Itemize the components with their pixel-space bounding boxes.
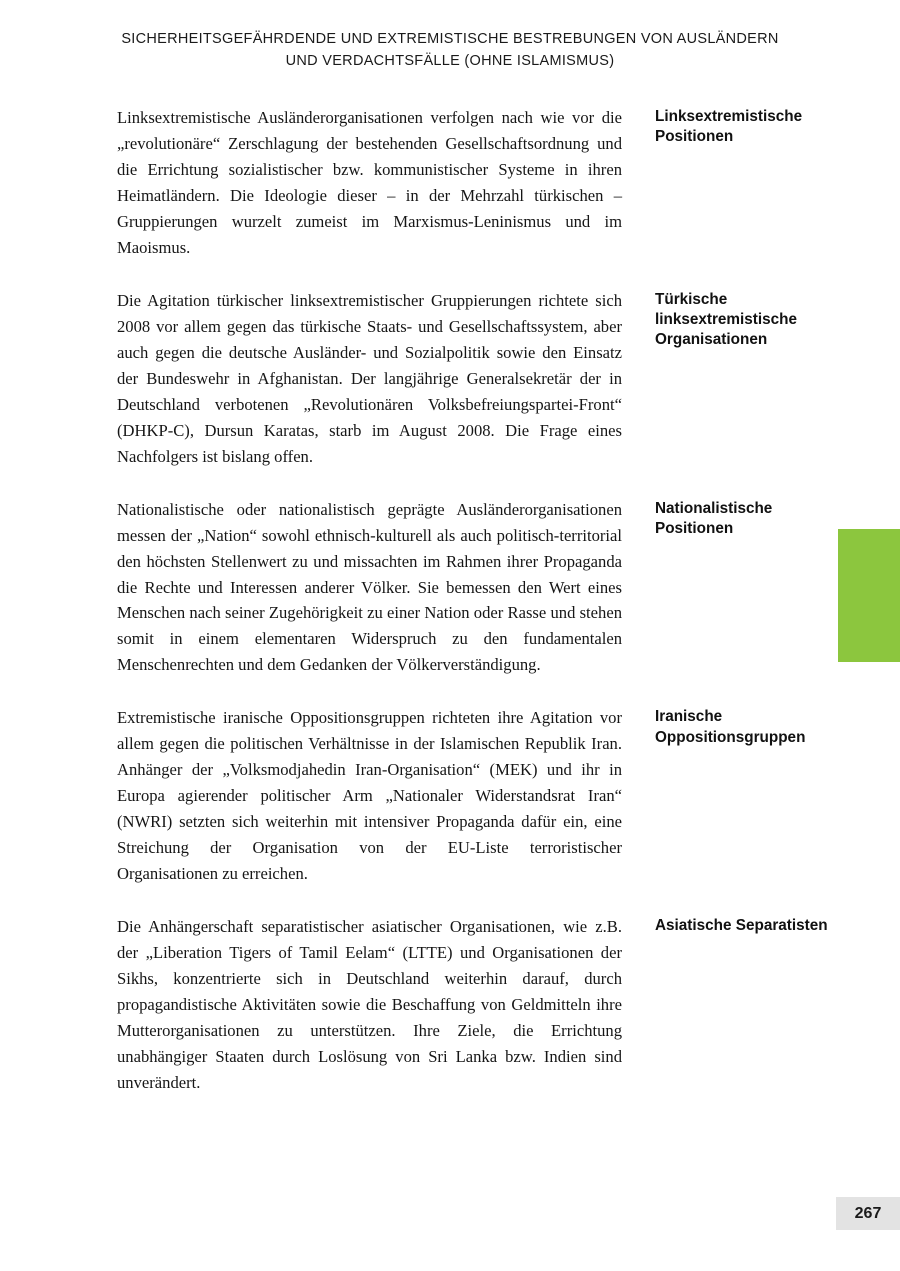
- header-line-1: SICHERHEITSGEFÄHRDENDE UND EXTREMISTISCHE BESTREBUNGEN VON AUSLÄNDERN: [121, 31, 779, 47]
- content-block: [117, 914, 877, 1096]
- chapter-color-tab: [838, 529, 900, 662]
- page-header: [110, 28, 790, 73]
- block-marginal-heading: Türkische linksextremistische Organisationen: [655, 290, 797, 349]
- content-block: [117, 497, 877, 679]
- block-marginal-heading: Asiatische Separatisten: [655, 917, 828, 935]
- block-marginal-heading: Iranische Oppositionsgruppen: [655, 708, 806, 746]
- page-content: [117, 105, 877, 1123]
- page-number-badge: 267: [836, 1197, 900, 1230]
- block-body: Linksextremistische Ausländerorganisationen verfolgen nach wie vor die „revolutionäre“ Zerschlagung der bestehenden Gesellschaftsordnung und die Errichtung sozialistischer bzw. kommunistischer Systeme in ihren Heimatländern. Die Ideologie dieser – in der Mehrzahl türkischen – Gruppierungen wurzelt zumeist im Marxismus-Leninismus und im Maoismus.: [117, 108, 622, 257]
- block-body: Nationalistische oder nationalistisch geprägte Ausländerorganisationen messen der „Nation“ sowohl ethnisch-kulturell als auch politisch-territorial den höchsten Stellenwert zu und missachten im Rahmen ihrer Propaganda die Rechte und Interessen anderer Völker. Sie bemessen den Wert eines Menschen nach seiner Zugehörigkeit zu einer Nation oder Rasse und stehen somit in einem elementaren Widerspruch zu den fundamentalen Menschenrechten und dem Gedanken der Völkerverständigung.: [117, 499, 622, 675]
- content-block: [117, 705, 877, 887]
- header-line-2: UND VERDACHTSFÄLLE (OHNE ISLAMISMUS): [285, 53, 615, 70]
- block-marginal-heading: Linksextremistische Positionen: [655, 108, 803, 146]
- block-body: Die Anhängerschaft separatistischer asiatischer Organisationen, wie z.B. der „Liberation Tigers of Tamil Eelam“ (LTTE) und Organisationen der Sikhs, konzentrierte sich in Deutschland weiterhin darauf, durch propagandistische Aktivitäten sowie die Beschaffung von Geldmitteln ihre Mutterorganisationen zu unterstützen. Ihre Ziele, die Errichtung unabhängiger Staaten durch Loslösung von Sri Lanka bzw. Indien sind unverändert.: [117, 917, 622, 1092]
- block-body: Die Agitation türkischer linksextremistischer Gruppierungen richtete sich 2008 vor allem gegen das türkische Staats- und Gesellschaftssystem, aber auch gegen die deutsche Ausländer- und Sozialpolitik sowie den Einsatz der Bundeswehr in Afghanistan. Der langjährige Generalsekretär der in Deutschland verbotenen „Revolutionären Volksbefreiungspartei-Front“ (DHKP-C), Dursun Karatas, starb im August 2008. Die Frage eines Nachfolgers ist bislang offen.: [117, 290, 622, 466]
- content-block: [117, 105, 877, 261]
- block-marginal-heading: Nationalistische Positionen: [655, 499, 773, 537]
- block-body: Extremistische iranische Oppositionsgruppen richteten ihre Agitation vor allem gegen die politischen Verhältnisse in der Islamischen Republik Iran. Anhänger der „Volksmodjahedin Iran-Organisation“ (MEK) und ihr in Europa agierender politischer Arm „Nationaler Widerstandsrat Iran“ (NWRI) setzten sich weiterhin mit intensiver Propaganda dafür ein, eine Streichung der Organisation von der EU-Liste terroristischer Organisationen zu erreichen.: [117, 708, 622, 884]
- content-block: [117, 288, 877, 470]
